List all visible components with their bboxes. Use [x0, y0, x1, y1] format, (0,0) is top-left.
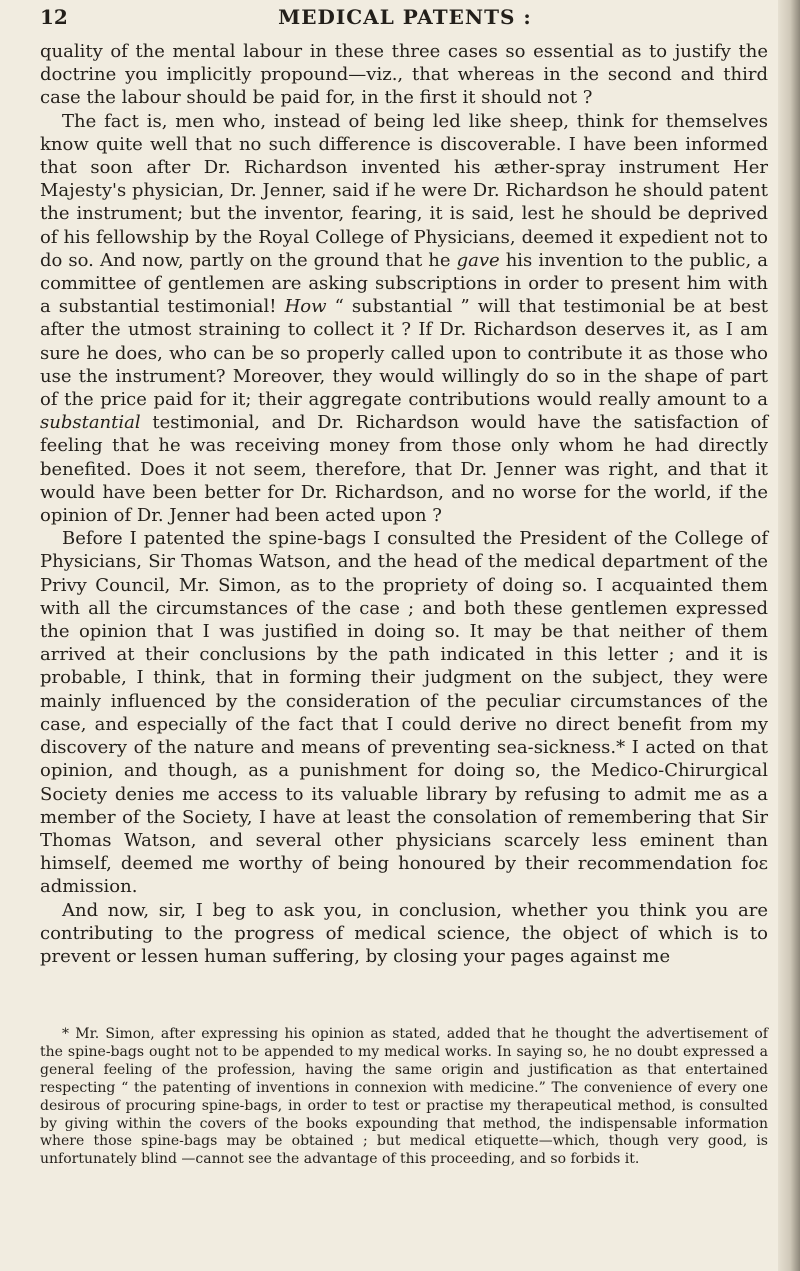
page-number: 12 — [40, 5, 68, 29]
footnote — [40, 1026, 768, 1169]
italic-how: How — [284, 296, 327, 318]
page-header — [40, 4, 770, 30]
paragraph-3: Before I patented the spine-bags I consulted the President of the College of Physicians, Sir Thomas Watson, and the head of the medical department of the Privy Council, Mr. Simon, as to the propriety of doing so. I acquainted them with all the circumstances of the case ; and both these gentlemen expressed the opinion that I was justified in doing so. It may be that neither of them arrived at their conclusions by the path indicated in this letter ; and it is probable, I think, that in forming their judgment on the subject, they were mainly influenced by the consideration of the peculiar circumstances of the case, and especially of the fact that I could derive no direct benefit from my discovery of the nature and means of preventing sea-sickness.* I acted on that opinion, and though, as a punishment for doing so, the Medico-Chirurgical Society denies me access to its valuable library by refusing to admit me as a member of the Society, I have at least the consolation of remembering that Sir Thomas Watson, and several other physicians scarcely less eminent than himself, deemed me worthy of being honoured by their recommendation foɛ admission. — [40, 528, 768, 898]
body-text — [40, 40, 768, 968]
paragraph-2-part-d: testimonial, and Dr. Richardson would have the satisfaction of feeling that he was receiving money from those only whom he had directly benefited. Does it not seem, therefore, that Dr. Jenner was right, and that it would have been better for Dr. Richardson, and no worse for the world, if the opinion of Dr. Jenner had been acted upon ? — [40, 412, 768, 527]
paragraph-2-part-c: “ substantial ” will that testimonial be at best after the utmost straining to collect it ? If Dr. Richardson deserves it, as I am sure he does, who can be so properly called upon to contribute it as those who use the instrument? Moreover, they would willingly do so in the shape of part of the price paid for it; their aggregate contributions would really amount to a — [40, 296, 769, 411]
italic-substantial: substantial — [40, 412, 141, 434]
paragraph-1: quality of the mental labour in these three cases so essential as to justify the doctrine you implicitly propound—viz., that whereas in the second and third case the labour should be paid for, in the first it should not ? — [40, 41, 768, 109]
paragraph-2-part-b: his invention to the public, a committee of gentlemen are asking subscriptions in order to present him with a substantial testimonial! — [40, 249, 768, 318]
paragraph-2-part-a: The fact is, men who, instead of being led like sheep, think for themselves know quite well that no such difference is discoverable. I have been informed that soon after Dr. Richardson invented his æther-spray instrument Her Majesty's physician, Dr. Jenner, said if he were Dr. Richardson he should patent the instrument; but the inventor, fearing, it is said, lest he should be deprived of his fellowship by the Royal College of Physicians, deemed it expedient not to do so. And now, partly on the ground that he — [40, 110, 768, 271]
paragraph-4: And now, sir, I beg to ask you, in conclusion, whether you think you are contributing to the progress of medical science, the object of which is to prevent or lessen human suffering, by closing your pages against me — [40, 899, 768, 967]
italic-gave: gave — [456, 249, 500, 271]
running-head: MEDICAL PATENTS : — [278, 5, 532, 29]
footnote-text: * Mr. Simon, after expressing his opinion as stated, added that he thought the advertisement of the spine-bags ought not to be appended to my medical works. In saying so, he no doubt expressed a general feeling of the profession, having the same origin and justification as that entertained respecting “ the patenting of inventions in connexion with medicine.” The convenience of every one desirous of procuring spine-bags, in order to test or practise my therapeutical method, is consulted by giving within the covers of the books expounding that method, the indispensable information where those spine-bags may be obtained ; but medical etiquette—which, though very good, is unfortunately blind —cannot see the advantage of this proceeding, and so forbids it. — [40, 1026, 768, 1168]
paragraph-2 — [40, 110, 768, 528]
page-edge-shadow — [778, 0, 800, 1271]
